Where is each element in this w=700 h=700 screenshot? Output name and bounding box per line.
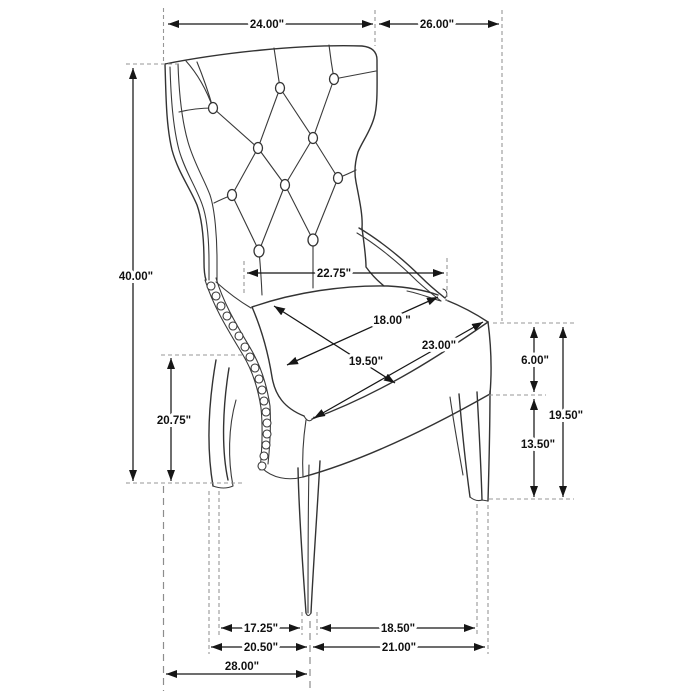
dim-label-rail-to-floor: 13.50" xyxy=(520,439,556,451)
chair-armrest xyxy=(357,228,447,301)
dim-label-floor-overall-depth: 28.00" xyxy=(224,661,260,673)
dim-label-floor-span-outer-right: 21.00" xyxy=(381,642,417,654)
dim-label-floor-span-inner-right: 18.50" xyxy=(380,623,416,635)
dim-line-seat-diag-upper xyxy=(287,297,438,365)
chair-nailhead-trim xyxy=(205,278,271,470)
dim-label-overall-depth: 26.00" xyxy=(419,19,455,31)
dim-label-arm-height: 20.75" xyxy=(156,415,192,427)
dim-label-seat-edge-to-rail: 6.00" xyxy=(521,355,549,367)
dim-line-seat-diag-lower xyxy=(314,322,483,418)
dim-label-floor-span-outer-left: 20.50" xyxy=(243,642,279,654)
dim-label-back-width-between-arms: 22.75" xyxy=(316,268,352,280)
chair-back-outline xyxy=(165,46,384,308)
dim-label-seat-diag-lower: 23.00" xyxy=(421,340,457,352)
dimension-labels xyxy=(119,19,583,673)
extension-lines xyxy=(126,8,574,691)
dim-label-overall-height: 40.00" xyxy=(118,271,154,283)
dim-label-seat-diag-mid: 19.50" xyxy=(348,356,384,368)
dim-label-seat-height: 19.50" xyxy=(548,410,584,422)
dim-label-floor-span-inner-left: 17.25" xyxy=(243,623,279,635)
dim-label-back-width: 24.00" xyxy=(249,19,285,31)
dimension-lines xyxy=(133,24,563,674)
dim-label-seat-diag-upper: 18.00 " xyxy=(373,315,411,327)
chair-illustration xyxy=(165,45,491,616)
